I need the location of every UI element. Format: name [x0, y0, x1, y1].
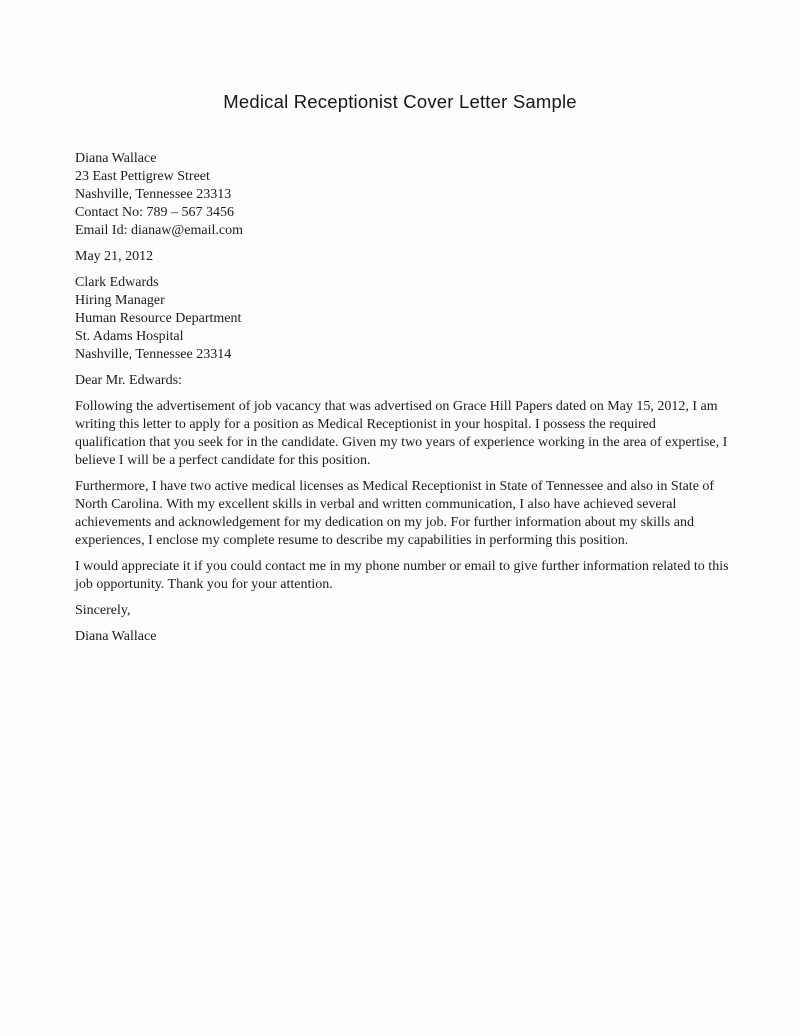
recipient-address-block: [75, 274, 730, 364]
letter-date: May 21, 2012: [75, 249, 154, 264]
salutation: Dear Mr. Edwards:: [75, 373, 182, 388]
recipient-organization: St. Adams Hospital: [75, 329, 184, 344]
sender-city: Nashville, Tennessee 23313: [75, 187, 232, 202]
sender-street: 23 East Pettigrew Street: [75, 169, 210, 184]
salutation-block: [75, 372, 730, 390]
paragraph-2: Furthermore, I have two active medical licenses as Medical Receptionist in State of Tennessee and also in State of North Carolina. With my excellent skills in verbal and written communication, I also have achieved several achievements and acknowledgement for my dedication on my job. For further information about my skills and experiences, I enclose my complete resume to describe my capabilities in performing this position.: [75, 479, 715, 548]
paragraph-3: I would appreciate it if you could contact me in my phone number or email to give further information related to this job opportunity. Thank you for your attention.: [75, 559, 729, 592]
page-title: Medical Receptionist Cover Letter Sample: [223, 91, 577, 112]
date-block: [75, 248, 730, 266]
recipient-title: Hiring Manager: [75, 293, 165, 308]
sender-contact: Contact No: 789 – 567 3456: [75, 205, 235, 220]
paragraph-1: Following the advertisement of job vacancy that was advertised on Grace Hill Papers dated on May 15, 2012, I am writing this letter to apply for a position as Medical Receptionist in your hospital. I possess the required qualification that you seek for in the candidate. Given my two years of experience working in the area of expertise, I believe I will be a perfect candidate for this position.: [75, 399, 728, 468]
closing-block: [75, 602, 730, 620]
sender-name: Diana Wallace: [75, 151, 157, 166]
recipient-department: Human Resource Department: [75, 311, 242, 326]
sender-email: Email Id: dianaw@email.com: [75, 223, 244, 238]
closing: Sincerely,: [75, 603, 131, 618]
recipient-name: Clark Edwards: [75, 275, 159, 290]
recipient-city: Nashville, Tennessee 23314: [75, 347, 232, 362]
letter-body: [0, 113, 800, 646]
signature-block: [75, 628, 730, 646]
sender-address-block: [75, 150, 730, 240]
signature-name: Diana Wallace: [75, 629, 157, 644]
